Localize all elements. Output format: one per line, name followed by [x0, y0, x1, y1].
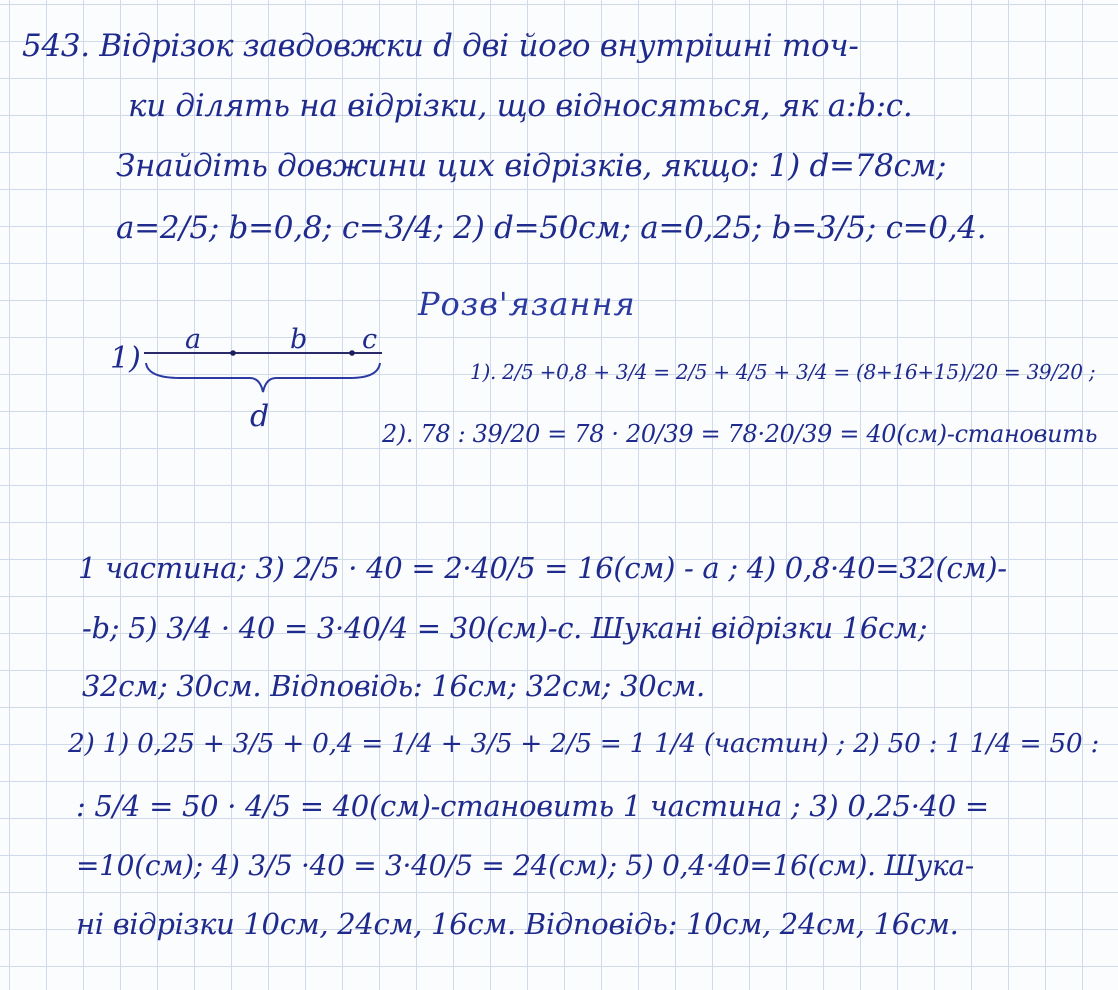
segment-label-b: b: [290, 324, 308, 355]
part1-line-1: 1). 2/5 +0,8 + 3/4 = 2/5 + 4/5 + 3/4 = (8+16+15)/20 = 39/20 ;: [470, 360, 1096, 384]
part2-line-1: 2) 1) 0,25 + 3/5 + 0,4 = 1/4 + 3/5 + 2/5 = 1 1/4 (частин) ; 2) 50 : 1 1/4 = 50 :: [68, 729, 1100, 759]
problem-line-1: [22, 26, 859, 66]
segment-point-1: [230, 350, 236, 356]
problem-line-4: a=2/5; b=0,8; c=3/4; 2) d=50см; a=0,25; b=3/5; c=0,4.: [116, 210, 987, 246]
part1-line-5: 32см; 30см. Відповідь: 16см; 32см; 30см.: [82, 669, 705, 703]
problem-line-2: ки ділять на відрізки, що відносяться, як a:b:c.: [128, 88, 913, 124]
part2-line-4: ні відрізки 10см, 24см, 16см. Відповідь: 10см, 24см, 16см.: [76, 907, 959, 941]
segment-label-d: d: [250, 399, 270, 434]
figure-label: 1): [110, 341, 141, 376]
part2-line-2: : 5/4 = 50 · 4/5 = 40(см)-становить 1 частина ; 3) 0,25·40 =: [76, 789, 989, 823]
part1-line-2: 2). 78 : 39/20 = 78 · 20/39 = 78·20/39 = 40(см)-становить: [382, 420, 1098, 448]
problem-line-1-text: Відрізок завдовжки d дві його внутрішні точ-: [99, 28, 859, 64]
segment-brace: [146, 363, 380, 392]
part1-line-3: 1 частина; 3) 2/5 · 40 = 2·40/5 = 16(см) - a ; 4) 0,8·40=32(см)-: [78, 551, 1007, 585]
segment-diagram: [100, 318, 400, 438]
segment-point-2: [349, 350, 355, 356]
part1-line-4: -b; 5) 3/4 · 40 = 3·40/4 = 30(см)-c. Шукані відрізки 16см;: [82, 611, 928, 645]
problem-number: 543.: [22, 28, 90, 64]
solution-heading: Розв'язання: [418, 285, 636, 323]
segment-label-c: c: [362, 324, 378, 355]
problem-line-3: Знайдіть довжини цих відрізків, якщо: 1) d=78см;: [116, 148, 947, 184]
part2-line-3: =10(см); 4) 3/5 ·40 = 3·40/5 = 24(см); 5) 0,4·40=16(см). Шука-: [76, 849, 974, 882]
segment-label-a: a: [185, 324, 202, 355]
